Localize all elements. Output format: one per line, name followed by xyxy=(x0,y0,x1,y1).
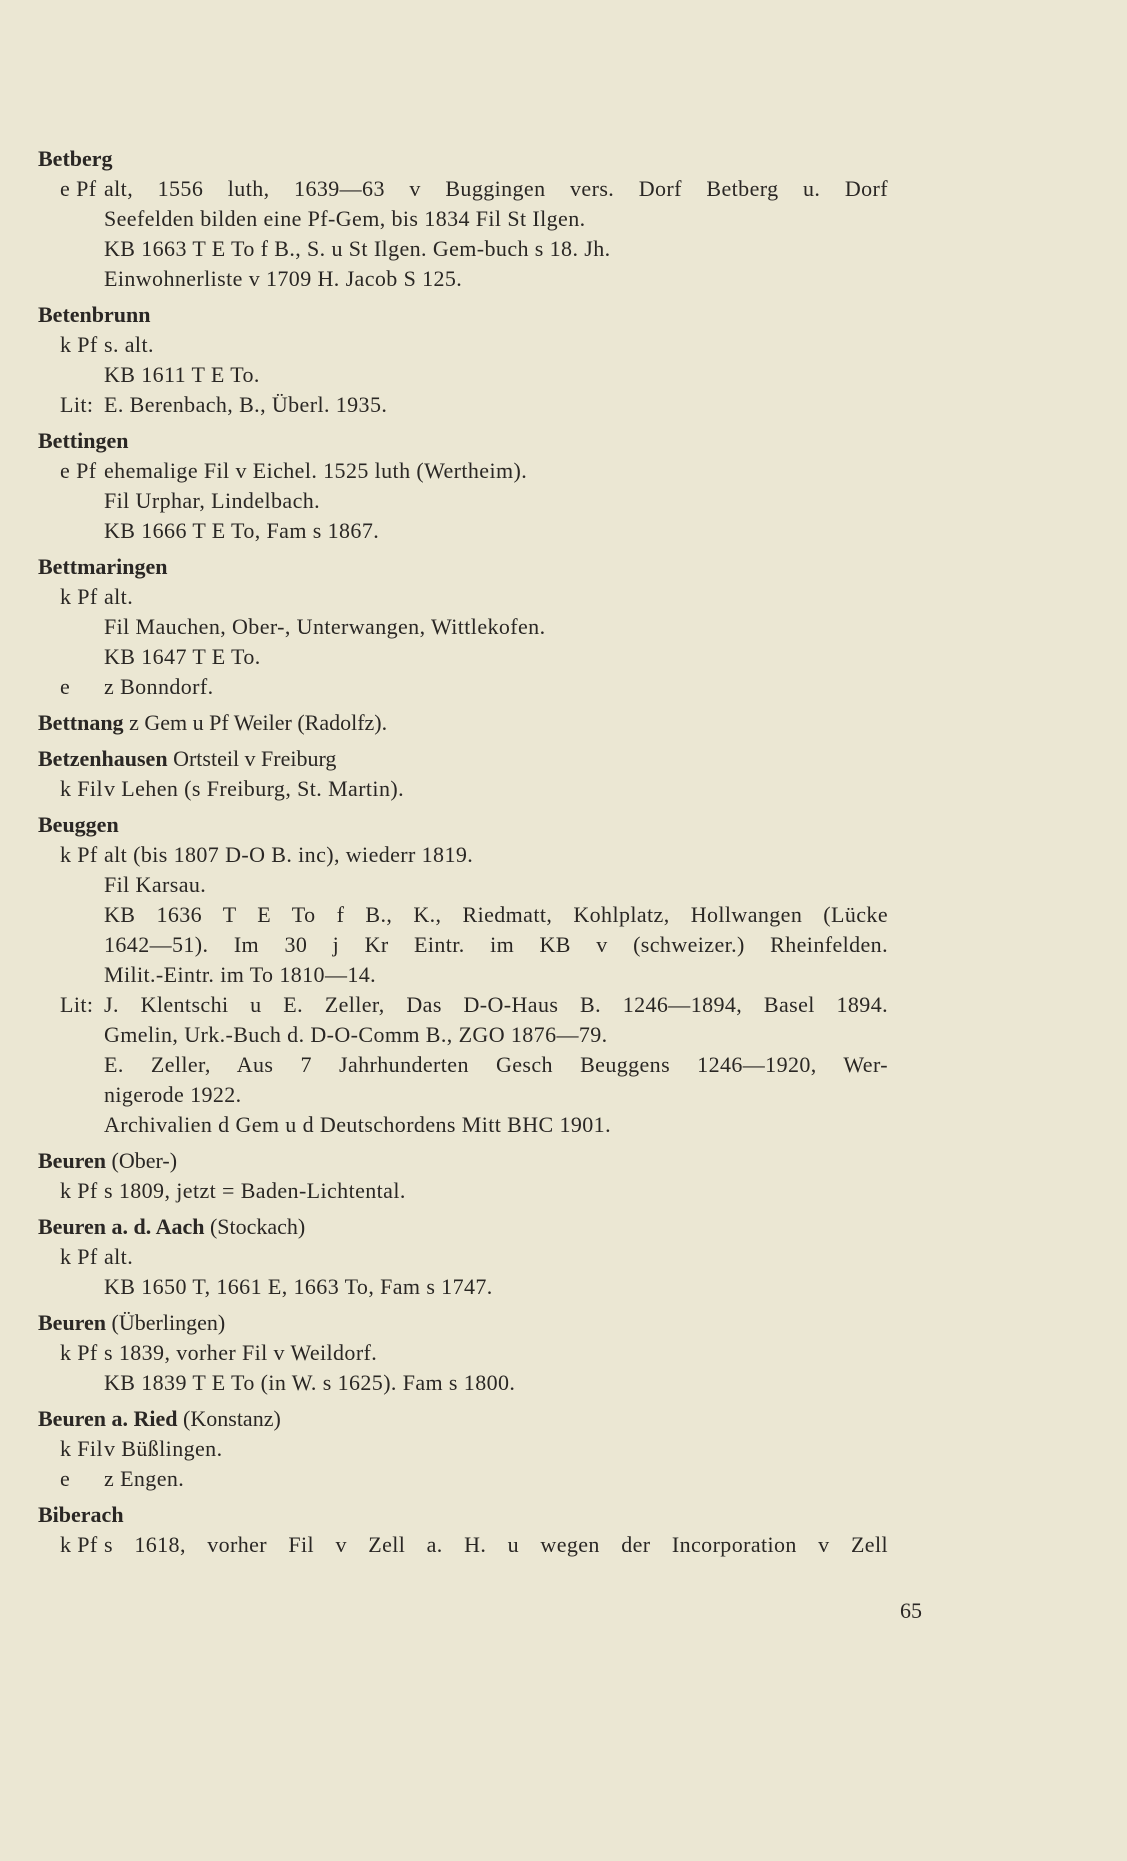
entry-row xyxy=(38,672,938,702)
entry-text xyxy=(104,1464,938,1494)
entry-line: Fil Urphar, Lindelbach. xyxy=(104,488,321,513)
entry-line: z Engen. xyxy=(104,1466,185,1491)
entry-row xyxy=(38,1434,938,1464)
entry-line: KB 1839 T E To (in W. s 1625). Fam s 1800. xyxy=(104,1370,516,1395)
entry-heading xyxy=(38,708,938,738)
entry-list xyxy=(38,142,938,1566)
entry-row xyxy=(38,456,938,546)
entry-row xyxy=(38,330,938,390)
entry-line: s 1839, vorher Fil v Weildorf. xyxy=(104,1340,378,1365)
entry-line: KB 1647 T E To. xyxy=(104,644,261,669)
entry-line: alt. xyxy=(104,1244,134,1269)
entry-line: KB 1636 T E To f B., K., Riedmatt, Kohlplatz, Hollwangen (Lücke xyxy=(104,902,888,927)
entry-line: z Bonndorf. xyxy=(104,674,214,699)
entry-line: nigerode 1922. xyxy=(104,1082,242,1107)
entry-row xyxy=(38,990,938,1140)
entry-row xyxy=(38,1464,938,1494)
entry-text xyxy=(104,840,938,990)
entry xyxy=(38,1212,938,1302)
entry-row xyxy=(38,390,938,420)
entry-code: e xyxy=(60,674,71,699)
entry-line: 1642—51). Im 30 j Kr Eintr. im KB v (schweizer.) Rheinfelden. xyxy=(104,932,888,957)
entry-line: Seefelden bilden eine Pf-Gem, bis 1834 Fil St Ilgen. xyxy=(104,206,586,231)
entry-line: s 1809, jetzt = Baden-Lichtental. xyxy=(104,1178,406,1203)
entry-line: Milit.-Eintr. im To 1810—14. xyxy=(104,962,377,987)
entry-heading xyxy=(38,744,938,774)
entry-name: Biberach xyxy=(38,1502,124,1527)
entry-text xyxy=(104,174,938,294)
entry-inline-text: (Überlingen) xyxy=(106,1310,226,1335)
entry-line: J. Klentschi u E. Zeller, Das D-O-Haus B. 1246—1894, Basel 1894. xyxy=(104,992,888,1017)
entry-heading xyxy=(38,1146,938,1176)
entry-name: Bettnang xyxy=(38,710,124,735)
entry-name: Betberg xyxy=(38,146,113,171)
entry xyxy=(38,300,938,420)
entry-row xyxy=(38,1338,938,1398)
entry-row xyxy=(38,840,938,990)
entry-name: Beuren xyxy=(38,1148,107,1173)
entry xyxy=(38,1308,938,1398)
entry xyxy=(38,708,938,738)
entry-row xyxy=(38,1242,938,1302)
entry xyxy=(38,810,938,1140)
entry-name: Betzenhausen xyxy=(38,746,168,771)
entry-code: k Pf xyxy=(60,1340,98,1365)
entry-name: Bettmaringen xyxy=(38,554,168,579)
entry-code: k Fil xyxy=(60,776,103,801)
entry-code: k Pf xyxy=(60,1178,98,1203)
entry-text xyxy=(104,1530,938,1560)
entry-name: Beuren a. Ried xyxy=(38,1406,178,1431)
entry-line: s. alt. xyxy=(104,332,154,357)
entry-row xyxy=(38,1176,938,1206)
entry-name: Betenbrunn xyxy=(38,302,151,327)
entry-code: k Pf xyxy=(60,842,98,867)
entry-line: Archivalien d Gem u d Deutschordens Mitt BHC 1901. xyxy=(104,1112,611,1137)
entry-heading xyxy=(38,810,938,840)
entry-heading xyxy=(38,300,938,330)
entry-code: e Pf xyxy=(60,176,97,201)
entry-heading xyxy=(38,1212,938,1242)
entry-row xyxy=(38,174,938,294)
entry-code: e xyxy=(60,1466,71,1491)
entry-line: KB 1650 T, 1661 E, 1663 To, Fam s 1747. xyxy=(104,1274,493,1299)
entry-text xyxy=(104,1434,938,1464)
entry-text xyxy=(104,1242,938,1302)
entry-code: k Pf xyxy=(60,1532,98,1557)
entry-inline-text: Ortsteil v Freiburg xyxy=(167,746,337,771)
entry-text xyxy=(104,456,938,546)
page-number: 65 xyxy=(900,1598,922,1623)
entry-line: v Büßlingen. xyxy=(104,1436,223,1461)
entry-heading xyxy=(38,426,938,456)
entry xyxy=(38,1146,938,1206)
entry-text xyxy=(104,582,938,672)
entry-line: ehemalige Fil v Eichel. 1525 luth (Wertheim). xyxy=(104,458,528,483)
entry-row xyxy=(38,774,938,804)
entry-line: s 1618, vorher Fil v Zell a. H. u wegen der Incorporation v Zell xyxy=(104,1532,888,1557)
entry xyxy=(38,1404,938,1494)
entry-inline-text: z Gem u Pf Weiler (Radolfz). xyxy=(123,710,388,735)
entry-name: Beuren a. d. Aach xyxy=(38,1214,205,1239)
entry xyxy=(38,144,938,294)
entry-line: E. Zeller, Aus 7 Jahrhunderten Gesch Beuggens 1246—1920, Wer- xyxy=(104,1052,888,1077)
entry-text xyxy=(104,390,938,420)
entry-text xyxy=(104,330,938,390)
entry-line: alt. xyxy=(104,584,134,609)
entry xyxy=(38,744,938,804)
entry xyxy=(38,552,938,702)
entry-row xyxy=(38,1530,938,1560)
entry-name: Beuren xyxy=(38,1310,107,1335)
entry-text xyxy=(104,1176,938,1206)
entry-inline-text: (Konstanz) xyxy=(177,1406,281,1431)
entry-line: alt, 1556 luth, 1639—63 v Buggingen vers. Dorf Betberg u. Dorf xyxy=(104,176,888,201)
entry-name: Bettingen xyxy=(38,428,129,453)
entry-line: v Lehen (s Freiburg, St. Martin). xyxy=(104,776,404,801)
entry-line: Fil Karsau. xyxy=(104,872,207,897)
entry-code: k Fil xyxy=(60,1436,103,1461)
entry xyxy=(38,426,938,546)
entry-heading xyxy=(38,1404,938,1434)
entry-inline-text: (Ober-) xyxy=(106,1148,178,1173)
entry-line: Einwohnerliste v 1709 H. Jacob S 125. xyxy=(104,266,463,291)
entry-heading xyxy=(38,1308,938,1338)
entry-code: k Pf xyxy=(60,1244,98,1269)
entry-heading xyxy=(38,1500,938,1530)
entry-line: KB 1663 T E To f B., S. u St Ilgen. Gem-buch s 18. Jh. xyxy=(104,236,611,261)
entry-line: E. Berenbach, B., Überl. 1935. xyxy=(104,392,388,417)
entry-code: k Pf xyxy=(60,584,98,609)
entry-name: Beuggen xyxy=(38,812,119,837)
entry-text xyxy=(104,1338,938,1398)
entry-text xyxy=(104,672,938,702)
entry-line: Gmelin, Urk.-Buch d. D-O-Comm B., ZGO 1876—79. xyxy=(104,1022,608,1047)
entry-line: alt (bis 1807 D-O B. inc), wiederr 1819. xyxy=(104,842,474,867)
entry-line: Fil Mauchen, Ober-, Unterwangen, Wittlekofen. xyxy=(104,614,546,639)
entry-line: KB 1611 T E To. xyxy=(104,362,260,387)
entry-inline-text: (Stockach) xyxy=(204,1214,306,1239)
entry-heading xyxy=(38,144,938,174)
entry-row xyxy=(38,582,938,672)
entry-code: Lit: xyxy=(60,992,94,1017)
entry-code: e Pf xyxy=(60,458,97,483)
entry-text xyxy=(104,990,938,1140)
entry-text xyxy=(104,774,938,804)
entry-line: KB 1666 T E To, Fam s 1867. xyxy=(104,518,380,543)
entry-code: Lit: xyxy=(60,392,94,417)
entry xyxy=(38,1500,938,1560)
entry-code: k Pf xyxy=(60,332,98,357)
entry-heading xyxy=(38,552,938,582)
